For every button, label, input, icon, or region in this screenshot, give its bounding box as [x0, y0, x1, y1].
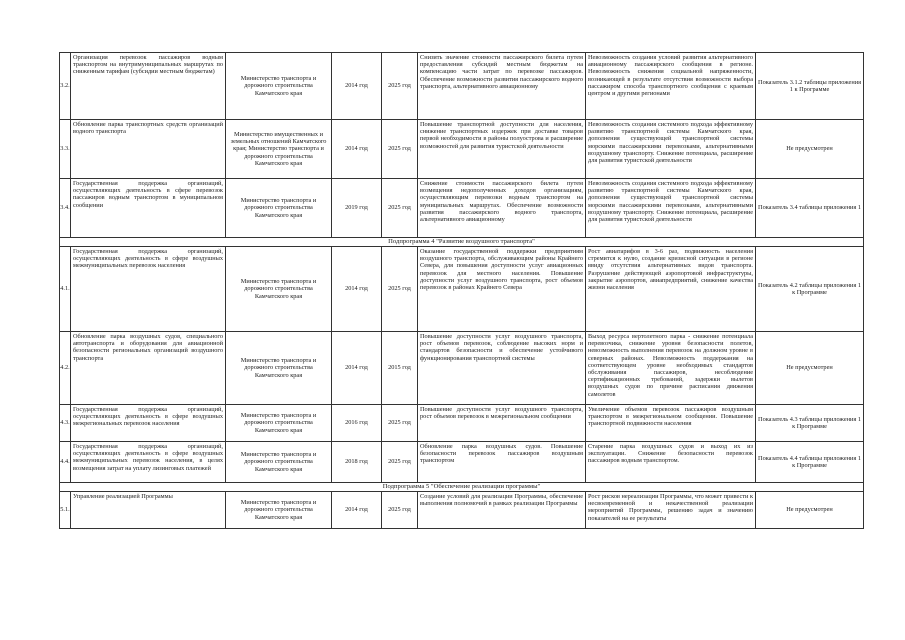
expected-result: Повышение доступности услуг воздушного транспорта, рост объемов перевозок в межрегиональном сообщении	[418, 405, 586, 442]
row-number: 4.3.	[60, 405, 71, 442]
consequence: Невозможность создания условий развития альтернативного авиационному пассажирского сообщения в регионе. Невозможность снижения социальной напряженности, возникающей в результате отсутствия возможности выбора пассажиром способа транспортного сообщения с краевым центром и другими регионами	[586, 53, 756, 120]
subprogram-header-row	[60, 483, 864, 492]
activity-name: Управление реализацией Программы	[71, 492, 226, 529]
activity-name: Организация перевозок пассажиров водным транспортом на внутримуниципальных маршрутах по сниженным тарифам (субсидии местным бюджетам)	[71, 53, 226, 120]
indicator-link: Показатель 4.3 таблицы приложения 1 к Программе	[756, 405, 864, 442]
activity-name: Государственная поддержка организаций, осуществляющих деятельность в сфере воздушных межмуниципальных перевозок населения, в целях возмещения затрат на уплату лизинговых платежей	[71, 442, 226, 483]
expected-result: Снижение стоимости пассажирского билета путем возмещения недополученных доходов организациям, осуществляющим перевозки водным транспортом на муниципальных маршрутах. Обеспечение возможности развития пассажирского водного транспорта, альтернативного авиационному	[418, 179, 586, 238]
row-number: 4.2.	[60, 332, 71, 405]
consequence: Рост авиатарифов в 3-6 раз, подвижность населения стремится к нулю, создание кризисной ситуации в регионе ввиду отсутствия альтернативных видов транспорта. Разрушение действующей аэропортовой инфраструктуры, закрытие аэропортов, авиапредприятий, снижение качества жизни населения	[586, 247, 756, 332]
executor: Министерство транспорта и дорожного строительства Камчатского края	[226, 247, 332, 332]
consequence: Выход ресурса вертолетного парка - снижение потенциала перевозчика, снижение уровня безопасности полетов, невозможность выполнения перевозок на должном уровне в северных районах. Невозможность поддержания на соответствующем уровне необходимых стандартов обслуживания пассажиров, несоблюдение сертификационных требований, задержки вылетов воздушных судов по причине расписания движения самолетов	[586, 332, 756, 405]
activity-name: Обновление парка воздушных судов, специального автотранспорта и оборудования для авиационной безопасности региональных организаций воздушного транспорта	[71, 332, 226, 405]
table-row	[60, 179, 864, 238]
row-number: 3.4.	[60, 179, 71, 238]
end-year: 2025 год	[382, 492, 418, 529]
executor: Министерство транспорта и дорожного строительства Камчатского края	[226, 179, 332, 238]
executor: Министерство транспорта и дорожного строительства Камчатского края	[226, 405, 332, 442]
activity-name: Государственная поддержка организаций, осуществляющих деятельность в сфере воздушных межрегиональных перевозок населения	[71, 405, 226, 442]
indicator-link: Показатель 3.4 таблицы приложения 1	[756, 179, 864, 238]
executor: Министерство транспорта и дорожного строительства Камчатского края	[226, 492, 332, 529]
end-year: 2025 год	[382, 442, 418, 483]
document-page	[59, 52, 863, 529]
indicator-link: Не предусмотрен	[756, 332, 864, 405]
executor: Министерство транспорта и дорожного строительства Камчатского края	[226, 332, 332, 405]
expected-result: Оказание государственной поддержки предприятиям воздушного транспорта, обслуживающим районы Крайнего Севера, для повышения доступности услуг авиационных перевозок для местного населения. Повышение доступности услуг воздушного транспорта, рост объемов перевозок в районах Крайнего Севера	[418, 247, 586, 332]
consequence: Старение парка воздушных судов и выход их из эксплуатации. Снижение безопасности перевозок пассажиров водным транспортом.	[586, 442, 756, 483]
indicator-link: Показатель 4.4 таблицы приложения 1 к Программе	[756, 442, 864, 483]
end-year: 2015 год	[382, 332, 418, 405]
indicator-link: Не предусмотрен	[756, 120, 864, 179]
expected-result: Снизить значение стоимости пассажирского билета путем предоставления субсидий местным бюджетам на компенсацию части затрат по перевозке пассажиров. Обеспечение возможности развития пассажирского водного транспорта, альтернативного авиационному	[418, 53, 586, 120]
expected-result: Повышение доступности услуг воздушного транспорта, рост объемов перевозок, соблюдение высоких норм и стандартов безопасности и обеспечение устойчивого функционирования транспортной системы	[418, 332, 586, 405]
consequence: Невозможность создания системного подхода эффективному развитию транспортной системы Камчатского края, дополнения существующей транспортной системы морскими пассажирскими перевозками, альтернативными воздушному транспорту. Снижение потенциала, расширение для развития туристской деятельности	[586, 179, 756, 238]
row-number: 5.1.	[60, 492, 71, 529]
expected-result: Создание условий для реализации Программы, обеспечение выполнения полномочий в рамках реализации Программы	[418, 492, 586, 529]
activity-name: Государственная поддержка организаций, осуществляющих деятельность в сфере воздушных межмуниципальных перевозок населения	[71, 247, 226, 332]
row-number: 4.1.	[60, 247, 71, 332]
end-year: 2025 год	[382, 179, 418, 238]
indicator-link: Показатель 3.1.2 таблицы приложения 1 к Программе	[756, 53, 864, 120]
row-number: 4.4.	[60, 442, 71, 483]
end-year: 2025 год	[382, 120, 418, 179]
table-row	[60, 405, 864, 442]
activity-name: Обновление парка транспортных средств организаций водного транспорта	[71, 120, 226, 179]
executor: Министерство транспорта и дорожного строительства Камчатского края	[226, 53, 332, 120]
end-year: 2025 год	[382, 53, 418, 120]
subprogram-5-title: Подпрограмма 5 "Обеспечение реализации программы"	[60, 483, 864, 492]
subprogram-header-row	[60, 238, 864, 247]
end-year: 2025 год	[382, 247, 418, 332]
executor: Министерство имущественных и земельных отношений Камчатского края; Министерство транспорта и дорожного строительства Камчатского края	[226, 120, 332, 179]
row-number: 3.3.	[60, 120, 71, 179]
table-row	[60, 247, 864, 332]
table-row	[60, 332, 864, 405]
start-year: 2014 год	[332, 247, 382, 332]
consequence: Рост рисков нереализации Программы, что может привести к несвоевременной и некачественной реализации мероприятий Программы, решению задач и значению показателей на ее результаты	[586, 492, 756, 529]
indicator-link: Не предусмотрен	[756, 492, 864, 529]
program-activities-table	[59, 52, 864, 529]
expected-result: Обновление парка воздушных судов. Повышение безопасности перевозок пассажиров воздушным транспортом	[418, 442, 586, 483]
consequence: Невозможность создания системного подхода эффективному развитию транспортной системы Камчатского края, дополнения существующей транспортной системы морскими пассажирскими перевозками, альтернативными воздушному транспорту. Снижение потенциала, расширение для развития туристской деятельности	[586, 120, 756, 179]
table-row	[60, 120, 864, 179]
expected-result: Повышение транспортной доступности для населения, снижение транспортных издержек при доставке товаров первой необходимости в районы полуострова и расширение возможностей для развития туристской деятельности	[418, 120, 586, 179]
table-row	[60, 53, 864, 120]
start-year: 2018 год	[332, 442, 382, 483]
consequence: Увеличение объемов перевозок пассажиров воздушным транспортом в межрегиональном сообщении. Повышение транспортной подвижности населения	[586, 405, 756, 442]
executor: Министерство транспорта и дорожного строительства Камчатского края	[226, 442, 332, 483]
start-year: 2016 год	[332, 405, 382, 442]
end-year: 2025 год	[382, 405, 418, 442]
table-row	[60, 442, 864, 483]
start-year: 2014 год	[332, 332, 382, 405]
indicator-link: Показатель 4.2 таблицы приложения 1 к Программе	[756, 247, 864, 332]
table-row	[60, 492, 864, 529]
subprogram-4-title: Подпрограмма 4 "Развитие воздушного транспорта"	[60, 238, 864, 247]
start-year: 2019 год	[332, 179, 382, 238]
start-year: 2014 год	[332, 492, 382, 529]
start-year: 2014 год	[332, 120, 382, 179]
row-number: 3.2.	[60, 53, 71, 120]
start-year: 2014 год	[332, 53, 382, 120]
activity-name: Государственная поддержка организаций, осуществляющих деятельность в сфере перевозок пассажиров водным транспортом в муниципальном сообщении	[71, 179, 226, 238]
